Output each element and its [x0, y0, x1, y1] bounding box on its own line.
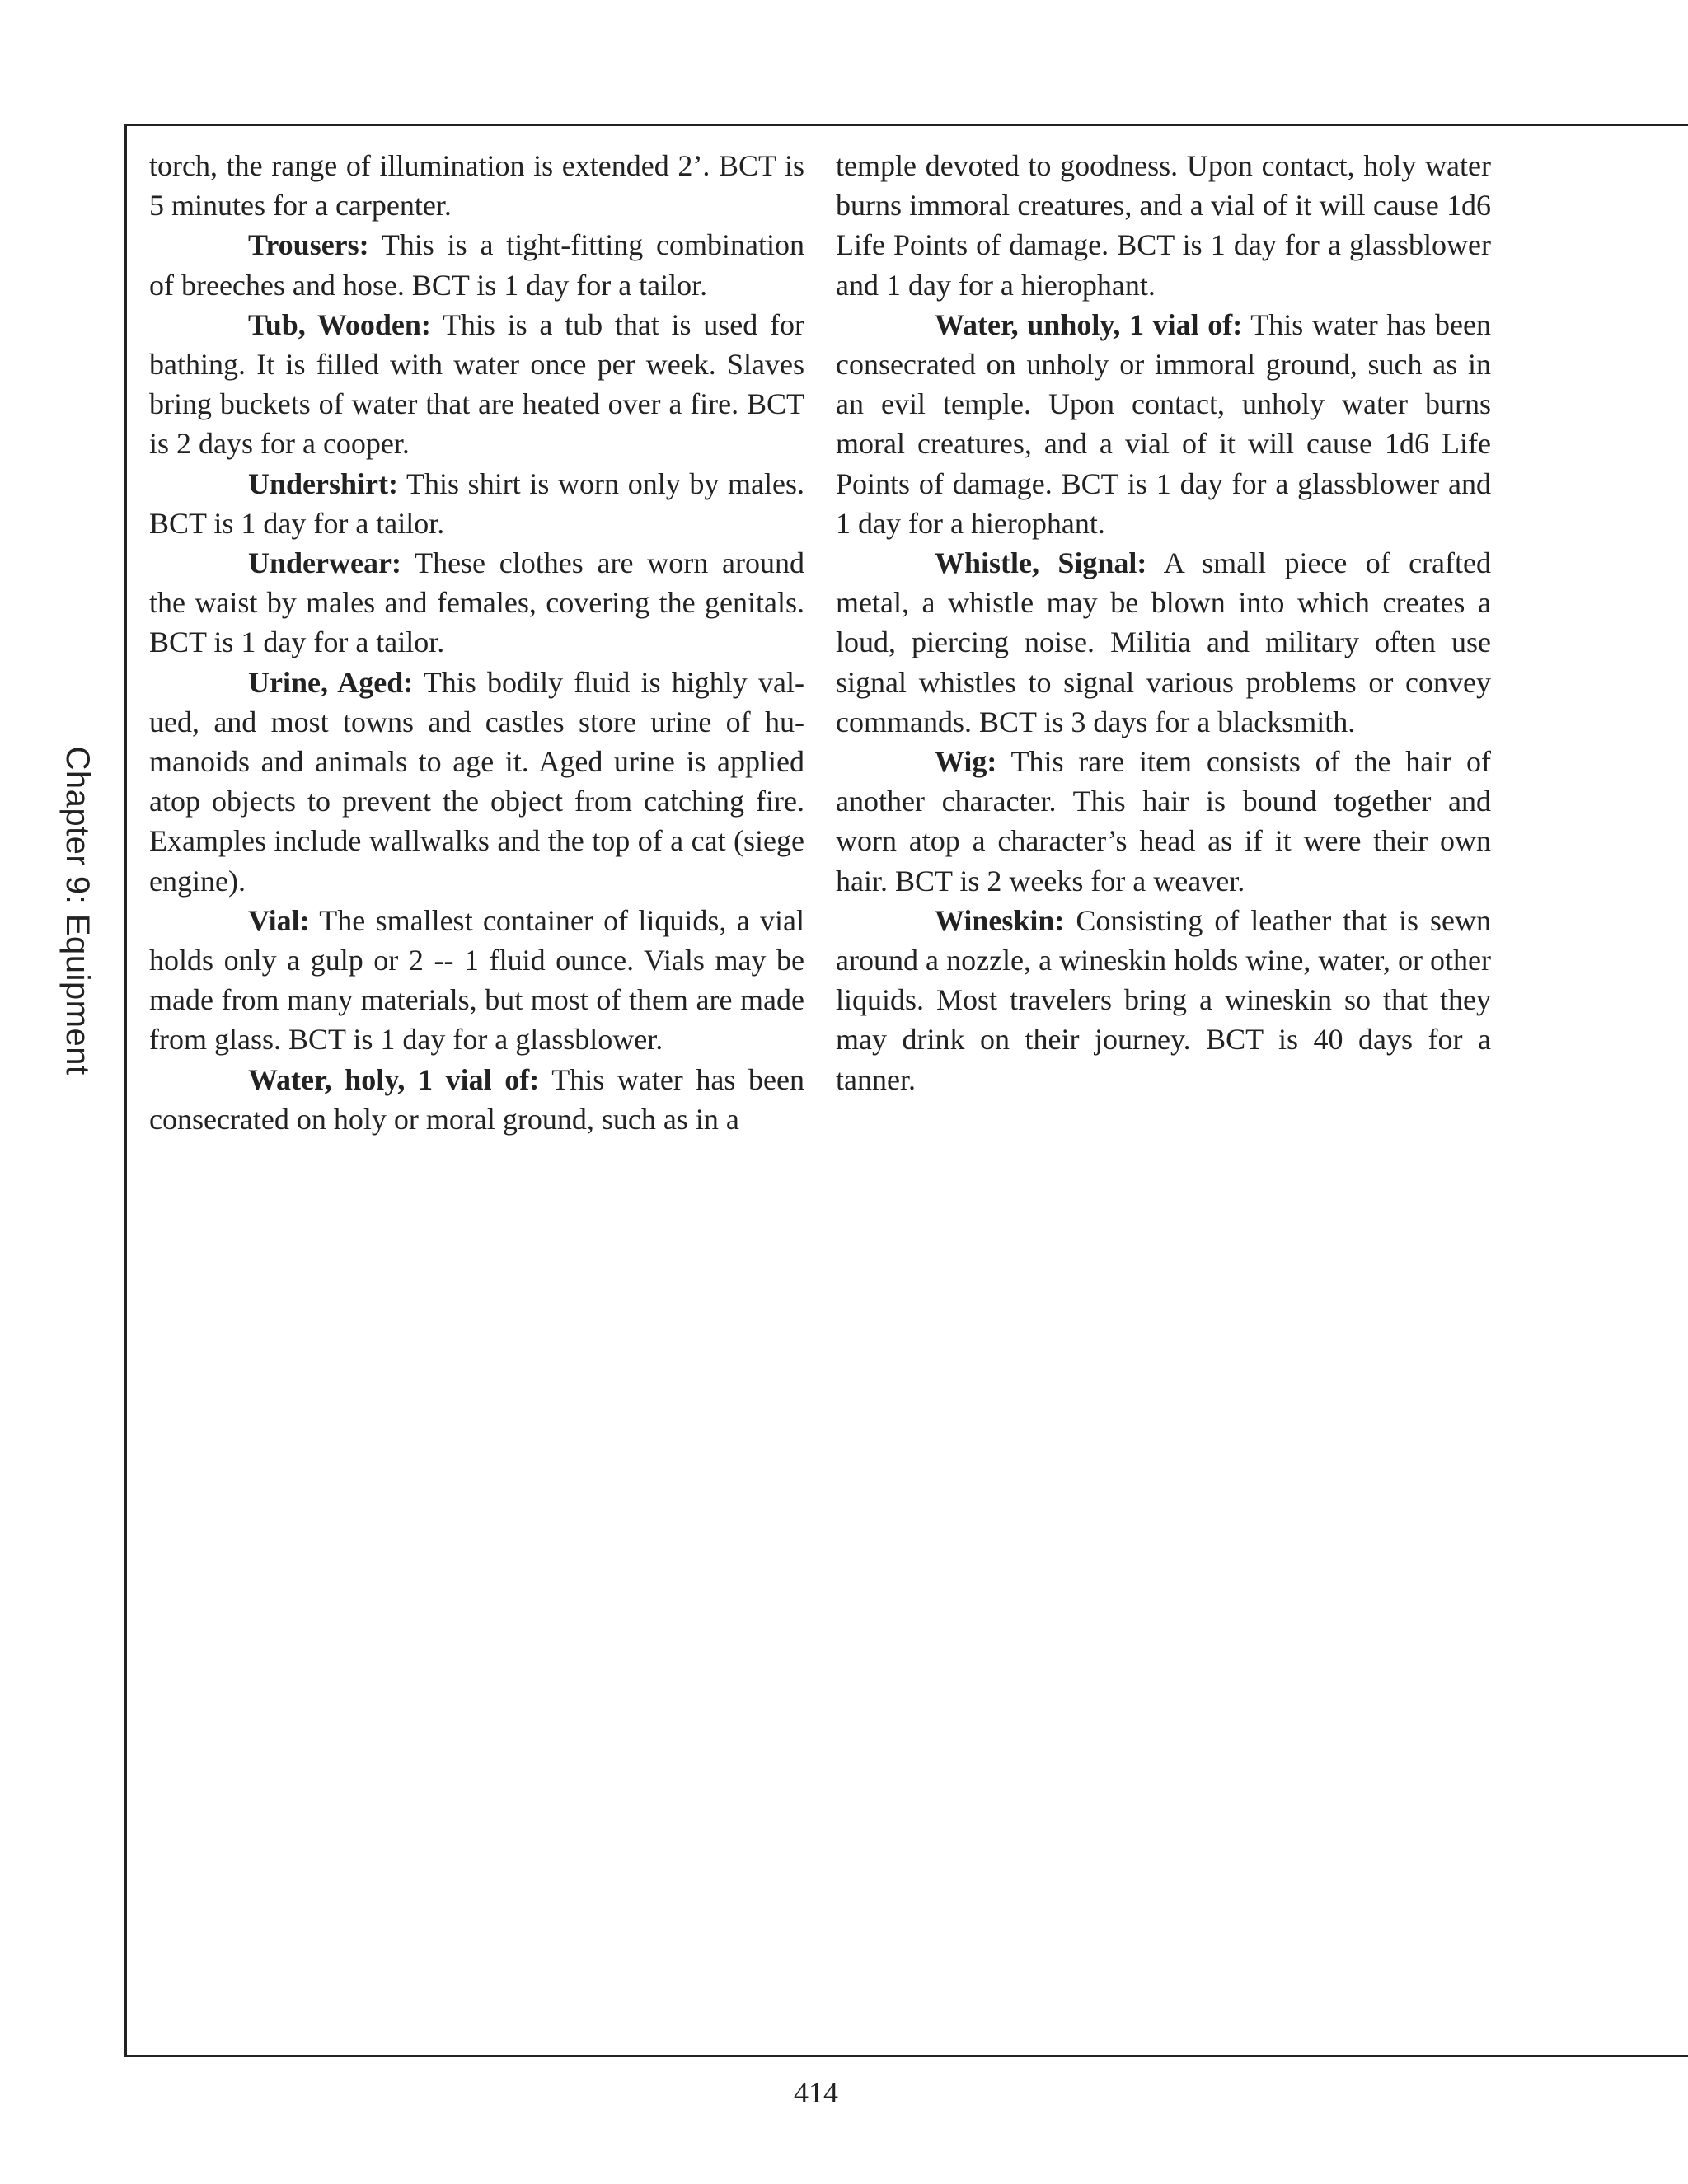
- chapter-label: Chapter 9: Equipment: [59, 746, 96, 1076]
- entry-text: This is a tub that is used for bathing. It is filled with water once per week. Slaves bring buckets of water that are heated over a fire. BCT is 2 days for a cooper.: [149, 307, 804, 461]
- entry-whistle-signal: [836, 543, 1491, 742]
- entry-water-holy: [149, 1060, 804, 1139]
- entry-term: Trousers:: [248, 228, 369, 262]
- entry-text: These clothes are worn around the waist by males and females, covering the genitals. BCT is 1 day for a tailor.: [149, 546, 804, 659]
- entry-text: Consisting of leather that is sewn around a nozzle, a wineskin holds wine, water, or other liquids. Most travelers bring a wineskin so that they may drink on their journey. BCT is 40 days for a tanner.: [836, 903, 1491, 1096]
- page-number: 414: [794, 2076, 838, 2109]
- entry-text: This water has been consecrated on holy or moral ground, such as in a: [149, 1062, 804, 1136]
- entry-wig: [836, 742, 1491, 901]
- entry-text: This shirt is worn only by males. BCT is 1 day for a tailor.: [149, 466, 804, 540]
- entry-term: Tub, Wooden:: [248, 307, 431, 341]
- right-column: [836, 146, 1491, 1099]
- continuation-text: temple devoted to goodness. Upon contact, holy water burns immoral creatures, and a vial of it will cause 1d6 Life Points of damage. BCT is 1 day for a glassblower and 1 day for a hierophant.: [836, 149, 1491, 302]
- entry-text: A small piece of crafted metal, a whistle may be blown into which creates a loud, piercing noise. Militia and military often use signal whistles to signal various problems or convey commands. BCT is 3 days for a blacksmith.: [836, 546, 1491, 738]
- entry-text: This bodily fluid is highly valued, and most towns and castles store urine of humanoids and animals to age it. Aged urine is applied atop objects to prevent the object from catching fire. Examples include wallwalks and the top of a cat (siege engine).: [149, 665, 804, 898]
- entry-text: This is a tight-fitting combination of breeches and hose. BCT is 1 day for a tailor.: [149, 228, 804, 302]
- entry-tub-wooden: [149, 305, 804, 464]
- entry-term: Water, unholy, 1 vial of:: [935, 307, 1243, 341]
- entry-term: Vial:: [248, 903, 310, 937]
- entry-underwear: [149, 543, 804, 663]
- entry-trousers: [149, 225, 804, 304]
- entry-term: Whistle, Signal:: [935, 546, 1147, 580]
- entry-term: Urine, Aged:: [248, 665, 414, 699]
- entry-wineskin: [836, 901, 1491, 1099]
- entry-water-unholy: [836, 305, 1491, 543]
- entry-text: This rare item consists of the hair of another character. This hair is bound together and worn atop a character’s head as if it were their own hair. BCT is 2 weeks for a weaver.: [836, 745, 1491, 898]
- entry-vial: [149, 901, 804, 1060]
- entry-term: Underwear:: [248, 546, 401, 580]
- entry-term: Water, holy, 1 vial of:: [248, 1062, 540, 1096]
- left-column: [149, 146, 804, 1139]
- entry-term: Wig:: [935, 745, 997, 779]
- entry-term: Wineskin:: [935, 903, 1065, 937]
- entry-text: The smallest container of liquids, a vial holds only a gulp or 2 -- 1 fluid ounce. Vials may be made from many materials, but most of them are made from glass. BCT is 1 day for a glassblower.: [149, 903, 804, 1057]
- entry-urine-aged: [149, 663, 804, 901]
- entry-term: Undershirt:: [248, 466, 398, 500]
- entry-text: This water has been consecrated on unholy or immoral ground, such as in an evil temple. Upon contact, unholy water burns moral creatures, and a vial of it will cause 1d6 Life Points of damage. BCT is 1 day for a glassblower and 1 day for a hierophant.: [836, 307, 1491, 540]
- continuation-text: torch, the range of illumination is extended 2’. BCT is 5 minutes for a carpenter.: [149, 149, 804, 223]
- entry-undershirt: [149, 464, 804, 543]
